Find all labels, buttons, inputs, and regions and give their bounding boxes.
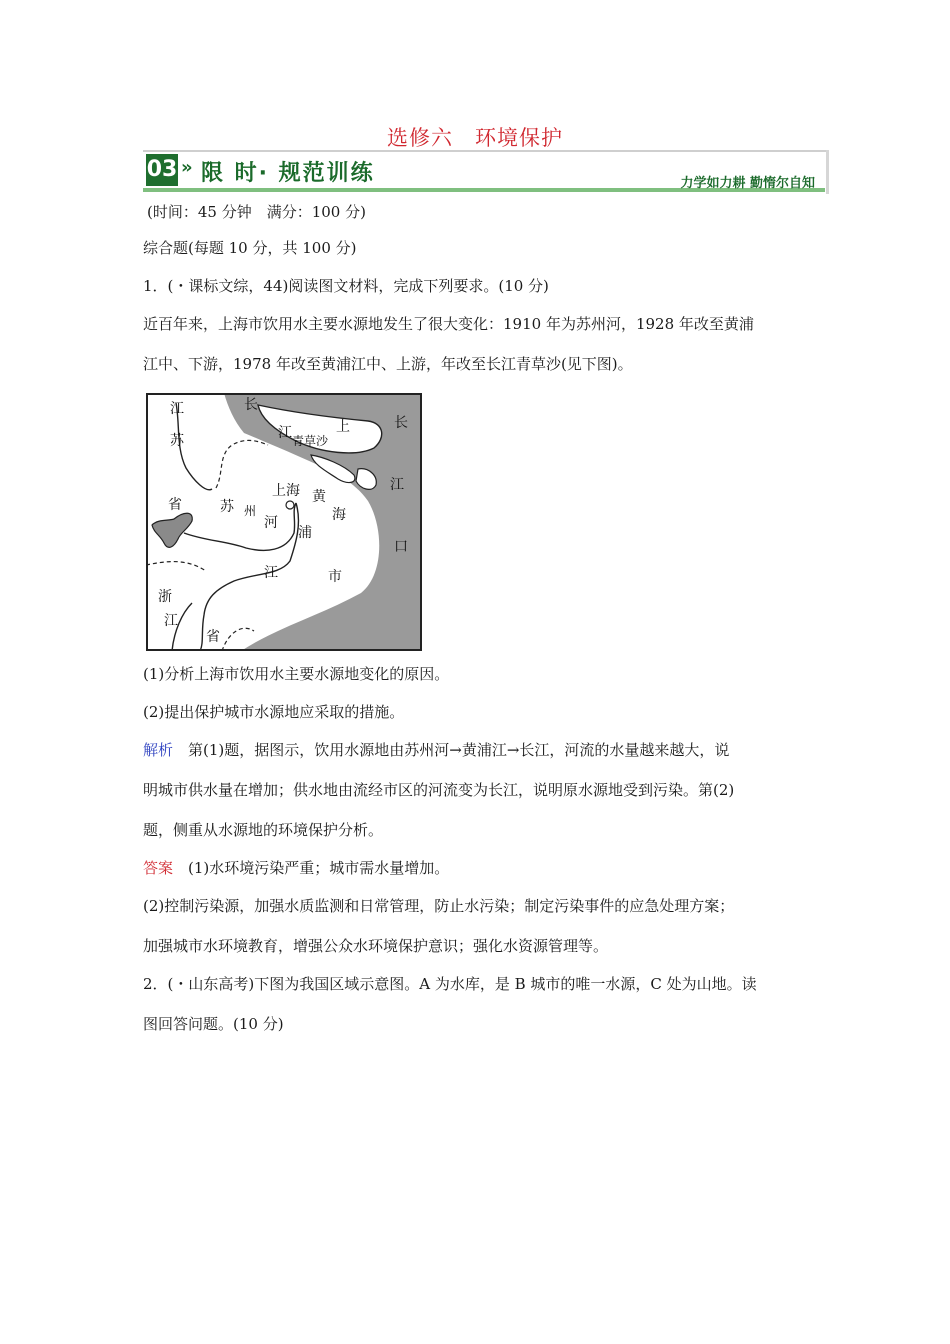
section-banner bbox=[143, 150, 829, 194]
map-label-pu: 浦 bbox=[298, 525, 312, 541]
map-boundary-south-dashed bbox=[146, 562, 206, 571]
map-label-jiang2: 江 bbox=[278, 425, 292, 441]
q1-analysis-line3: 题，侧重从水源地的环境保护分析。 bbox=[143, 821, 384, 839]
map-label-qingcaosha: 青草沙 bbox=[292, 434, 329, 448]
map-boundary-dashed bbox=[216, 440, 268, 488]
q1-answer-line1 bbox=[143, 858, 449, 878]
map-label-kou: 口 bbox=[394, 539, 408, 555]
map-label-su2: 苏 bbox=[220, 499, 234, 515]
banner-top-rule bbox=[143, 150, 829, 152]
q1-analysis-line1 bbox=[143, 740, 729, 760]
section-heading: 综合题(每题 10 分，共 100 分) bbox=[143, 239, 357, 257]
map-shanghai-city-dot bbox=[286, 501, 294, 509]
analysis-tag: 解析 bbox=[143, 741, 174, 759]
map-label-he: 河 bbox=[264, 515, 278, 531]
map-label-chang2: 长 bbox=[394, 415, 408, 431]
shanghai-water-source-map bbox=[146, 393, 422, 651]
map-label-chang: 长 bbox=[244, 397, 258, 413]
map-label-shi: 市 bbox=[328, 569, 342, 585]
q2-line2: 图回答问题。(10 分) bbox=[143, 1015, 284, 1033]
map-label-sheng1: 省 bbox=[168, 497, 182, 513]
q1-sub1: (1)分析上海市饮用水主要水源地变化的原因。 bbox=[143, 665, 450, 683]
map-label-huang: 黄 bbox=[312, 489, 326, 505]
answer-text-1: (1)水环境污染严重；城市需水量增加。 bbox=[173, 859, 450, 877]
banner-label: 限 时· 规范训练 bbox=[201, 161, 375, 186]
banner-motto: 力学如力耕 勤惰尔自知 bbox=[680, 176, 815, 191]
q1-material-line1: 近百年来，上海市饮用水主要水源地发生了很大变化：1910 年为苏州河，1928 年改至黄浦 bbox=[143, 315, 754, 333]
map-label-jiang3: 江 bbox=[390, 477, 404, 493]
q1-sub2: (2)提出保护城市水源地应采取的措施。 bbox=[143, 703, 405, 721]
map-label-jiang: 江 bbox=[170, 401, 184, 417]
map-label-shanghai: 上海 bbox=[272, 483, 300, 499]
map-label-zhe: 浙 bbox=[158, 589, 172, 605]
map-label-jiang4: 江 bbox=[264, 565, 278, 581]
q1-answer-line2: (2)控制污染源，加强水质监测和日常管理，防止水污染；制定污染事件的应急处理方案； bbox=[143, 897, 735, 915]
q1-answer-line3: 加强城市水环境教育，增强公众水环境保护意识；强化水资源管理等。 bbox=[143, 937, 609, 955]
map-label-zhou: 州 bbox=[244, 504, 257, 518]
map-label-shang: 上 bbox=[336, 419, 350, 435]
time-info: (时间：45 分钟 满分：100 分) bbox=[147, 203, 366, 221]
map-lake bbox=[152, 513, 192, 547]
map-label-jiang5: 江 bbox=[164, 613, 178, 629]
banner-number: 03 bbox=[146, 154, 178, 186]
answer-tag: 答案 bbox=[143, 859, 174, 877]
q2-line1: 2．(・山东高考)下图为我国区域示意图。A 为水库，是 B 城市的唯一水源，C 处为山地。读 bbox=[143, 975, 757, 993]
q1-stem: 1．(・课标文综，44)阅读图文材料，完成下列要求。(10 分) bbox=[143, 277, 549, 295]
map-label-sheng2: 省 bbox=[206, 629, 220, 645]
banner-chevron-icon: » bbox=[181, 157, 193, 178]
map-label-hai: 海 bbox=[332, 507, 346, 523]
analysis-text-1: 第(1)题，据图示，饮用水源地由苏州河→黄浦江→长江，河流的水量越来越大，说 bbox=[173, 741, 730, 759]
map-suzhou-river bbox=[184, 503, 296, 550]
banner-shadow bbox=[826, 150, 829, 194]
q1-analysis-line2: 明城市供水量在增加；供水地由流经市区的河流变为长江，说明原水源地受到污染。第(2) bbox=[143, 781, 735, 799]
map-figure bbox=[146, 393, 422, 651]
map-label-su: 苏 bbox=[170, 433, 184, 449]
q1-material-line2: 江中、下游，1978 年改至黄浦江中、上游，年改至长江青草沙(见下图)。 bbox=[143, 355, 633, 373]
page-title: 选修六 环境保护 bbox=[387, 126, 563, 150]
